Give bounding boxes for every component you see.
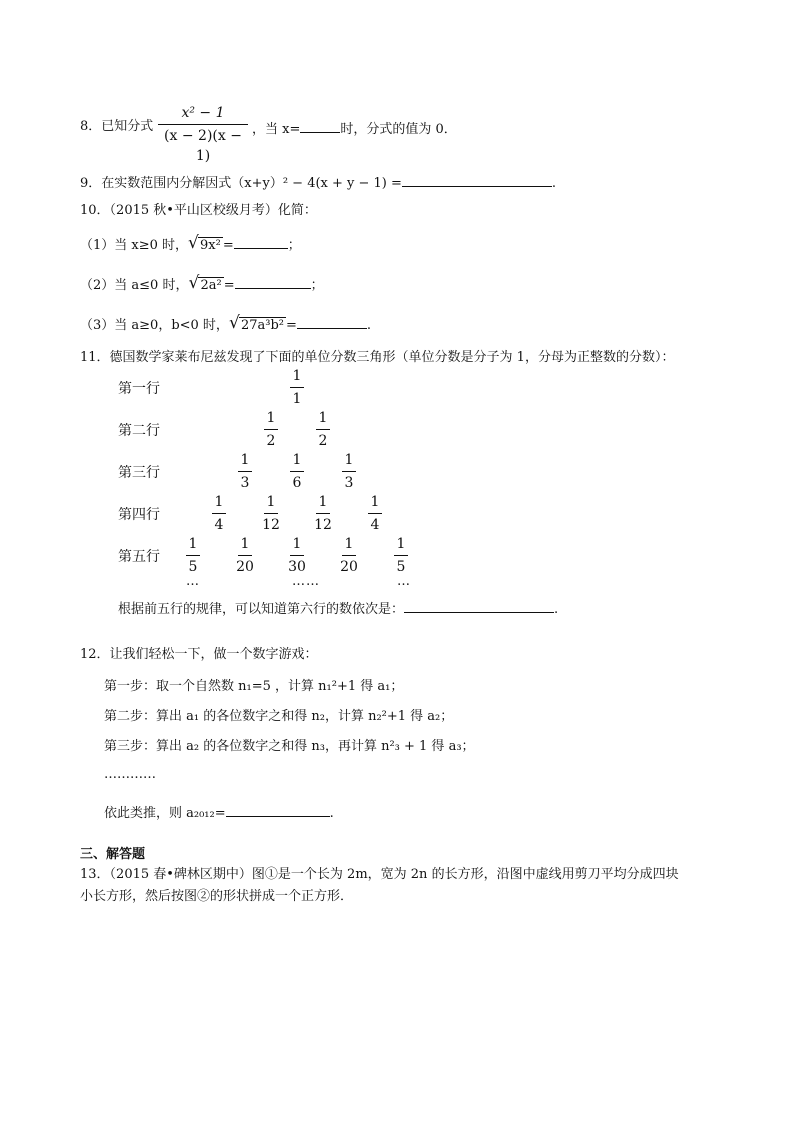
q9-suffix: . xyxy=(551,176,557,191)
fraction-bar xyxy=(290,387,304,388)
fraction-bar xyxy=(212,513,226,514)
q10-p3-equals: = xyxy=(285,318,297,333)
q10-p1-equals: = xyxy=(222,238,234,253)
q10-p3-prefix: （3）当 a≥0，b<0 时， xyxy=(80,318,229,333)
triangle-row-label: 第二行 xyxy=(118,423,160,439)
q12-ellipsis xyxy=(104,766,156,784)
triangle-fraction xyxy=(284,450,310,493)
fraction-numerator: 1 xyxy=(240,452,250,468)
triangle-fraction xyxy=(284,366,310,409)
q8-answer-blank[interactable] xyxy=(300,118,340,133)
q13-line2 xyxy=(80,888,353,906)
fraction-denominator: 4 xyxy=(370,517,380,533)
fraction-numerator: 1 xyxy=(292,368,302,384)
triangle-fraction xyxy=(258,408,284,451)
q8-fraction xyxy=(158,103,248,166)
fraction-bar xyxy=(264,513,278,514)
fraction-numerator: 1 xyxy=(240,536,250,552)
q12-conclusion-end: . xyxy=(329,806,334,821)
q11-intro xyxy=(80,349,674,367)
q9-prefix: 9．在实数范围内分解因式（x+y）² − 4(x + y − 1) = xyxy=(80,176,402,191)
q10-title-text: 10．（2015 秋•平山区校级月考）化简： xyxy=(80,203,317,218)
fraction-numerator: 1 xyxy=(292,452,302,468)
q10-p1-radical xyxy=(188,233,223,255)
q12-step1-text: 第一步：取一个自然数 n₁=5 ，计算 n₁²+1 得 a₁； xyxy=(104,679,404,694)
q12-step3 xyxy=(104,738,475,756)
q11-question xyxy=(118,598,558,619)
triangle-fraction xyxy=(362,492,388,535)
triangle-fraction xyxy=(310,408,336,451)
fraction-numerator: 1 xyxy=(266,494,276,510)
q11-dots-left: … xyxy=(186,574,200,589)
q10-part1 xyxy=(80,234,301,255)
q8-suffix: 时，分式的值为 0． xyxy=(340,122,457,137)
fraction-numerator: 1 xyxy=(344,452,354,468)
q12-step2-text: 第二步：算出 a₁ 的各位数字之和得 n₂，计算 n₂²+1 得 a₂； xyxy=(104,709,454,724)
triangle-fraction xyxy=(232,450,258,493)
triangle-row-label: 第一行 xyxy=(118,381,160,397)
q10-p3-answer-blank[interactable] xyxy=(297,314,367,329)
q8-frac-numerator: x² − 1 xyxy=(181,105,225,121)
q10-p2-end: ； xyxy=(310,278,324,293)
fraction-denominator: 5 xyxy=(396,559,406,575)
fraction-denominator: 12 xyxy=(262,517,280,533)
fraction-numerator: 1 xyxy=(344,536,354,552)
triangle-fraction xyxy=(336,450,362,493)
q11-answer-blank[interactable] xyxy=(404,598,554,613)
q8-frac-denominator: (x − 2)(x − 1) xyxy=(164,128,242,164)
q10-p2-radical xyxy=(188,273,223,295)
q10-p2-answer-blank[interactable] xyxy=(235,274,311,289)
q10-p1-end: ； xyxy=(287,238,301,253)
q11-dots-mid: …… xyxy=(292,574,320,589)
q12-step3-text: 第三步：算出 a₂ 的各位数字之和得 n₃，再计算 n²₃ + 1 得 a₃； xyxy=(104,739,475,754)
triangle-fraction xyxy=(258,492,284,535)
fraction-bar xyxy=(394,555,408,556)
q11-dots-right: … xyxy=(397,574,411,589)
sqrt-icon: √ xyxy=(188,273,200,293)
q10-p1-prefix: （1）当 x≥0 时， xyxy=(80,238,189,253)
q12-step2 xyxy=(104,708,453,726)
fraction-denominator: 12 xyxy=(314,517,332,533)
q11-question-end: . xyxy=(554,602,559,617)
fraction-denominator: 5 xyxy=(188,559,198,575)
q12-step1 xyxy=(104,678,403,696)
triangle-fraction xyxy=(232,534,258,577)
fraction-bar xyxy=(290,555,304,556)
q12-conclusion xyxy=(104,802,334,823)
triangle-fraction xyxy=(206,492,232,535)
q13-line1-text: 13．（2015 春•碑林区期中）图①是一个长为 2m，宽为 2n 的长方形，沿图中虚线用剪刀平均分成四块 xyxy=(80,867,679,882)
q13-line1 xyxy=(80,866,679,884)
q8-line xyxy=(80,118,153,136)
q11-intro-text: 11．德国数学家莱布尼兹发现了下面的单位分数三角形（单位分数是分子为 1，分母为正整数的分数）： xyxy=(80,350,675,365)
triangle-row-label: 第五行 xyxy=(118,549,160,565)
triangle-fraction xyxy=(284,534,310,577)
fraction-bar xyxy=(186,555,200,556)
q10-part2 xyxy=(80,274,324,295)
triangle-fraction xyxy=(336,534,362,577)
fraction-bar xyxy=(238,555,252,556)
fraction-numerator: 1 xyxy=(370,494,380,510)
fraction-denominator: 30 xyxy=(288,559,306,575)
fraction-numerator: 1 xyxy=(318,410,328,426)
fraction-numerator: 1 xyxy=(396,536,406,552)
fraction-bar xyxy=(368,513,382,514)
sqrt-icon: √ xyxy=(188,233,199,253)
triangle-fraction xyxy=(180,534,206,577)
fraction-denominator: 3 xyxy=(240,475,250,491)
q13-line2-text: 小长方形，然后按图②的形状拼成一个正方形． xyxy=(80,889,354,904)
section-heading-text: 三、解答题 xyxy=(80,847,146,862)
q12-intro-text: 12．让我们轻松一下，做一个数字游戏： xyxy=(80,647,318,662)
q10-title xyxy=(80,202,317,220)
q12-ellipsis-text: ………… xyxy=(104,767,156,782)
triangle-fraction xyxy=(310,492,336,535)
fraction-numerator: 1 xyxy=(292,536,302,552)
section-heading xyxy=(80,846,145,864)
fraction-denominator: 1 xyxy=(292,391,302,407)
fraction-denominator: 3 xyxy=(344,475,354,491)
fraction-numerator: 1 xyxy=(188,536,198,552)
q10-p2-prefix: （2）当 a≤0 时， xyxy=(80,278,189,293)
q10-part3 xyxy=(80,314,371,335)
q10-p3-radical xyxy=(228,313,286,335)
fraction-bar xyxy=(264,429,278,430)
fraction-numerator: 1 xyxy=(266,410,276,426)
q9-answer-blank[interactable] xyxy=(402,172,552,187)
fraction-bar xyxy=(316,513,330,514)
fraction-denominator: 4 xyxy=(214,517,224,533)
q8-tail xyxy=(252,118,457,139)
fraction-bar xyxy=(342,555,356,556)
fraction-numerator: 1 xyxy=(318,494,328,510)
q10-p1-answer-blank[interactable] xyxy=(234,234,288,249)
q12-answer-blank[interactable] xyxy=(226,802,330,817)
q12-conclusion-text: 依此类推，则 a₂₀₁₂= xyxy=(104,806,226,821)
sqrt-icon: √ xyxy=(228,313,240,333)
q11-question-text: 根据前五行的规律，可以知道第六行的数依次是： xyxy=(118,602,405,617)
q8-frac-bar xyxy=(158,124,248,125)
fraction-denominator: 20 xyxy=(236,559,254,575)
triangle-row-label: 第三行 xyxy=(118,465,160,481)
q8-mid: ，当 x= xyxy=(252,122,301,137)
triangle-row-label: 第四行 xyxy=(118,507,160,523)
q10-p3-end: . xyxy=(366,318,372,333)
fraction-denominator: 20 xyxy=(340,559,358,575)
fraction-bar xyxy=(316,429,330,430)
fraction-denominator: 6 xyxy=(292,475,302,491)
fraction-denominator: 2 xyxy=(266,433,276,449)
fraction-bar xyxy=(238,471,252,472)
q10-p2-radicand: 2a² xyxy=(200,278,222,293)
q12-intro xyxy=(80,646,318,664)
fraction-numerator: 1 xyxy=(214,494,224,510)
triangle-fraction xyxy=(388,534,414,577)
q8-prefix: 8．已知分式 xyxy=(80,119,154,134)
q9-line xyxy=(80,172,556,193)
fraction-denominator: 2 xyxy=(318,433,328,449)
q10-p3-radicand: 27a³b² xyxy=(240,318,284,333)
fraction-bar xyxy=(342,471,356,472)
fraction-bar xyxy=(290,471,304,472)
q10-p1-radicand: 9x² xyxy=(200,238,221,253)
q10-p2-equals: = xyxy=(223,278,235,293)
